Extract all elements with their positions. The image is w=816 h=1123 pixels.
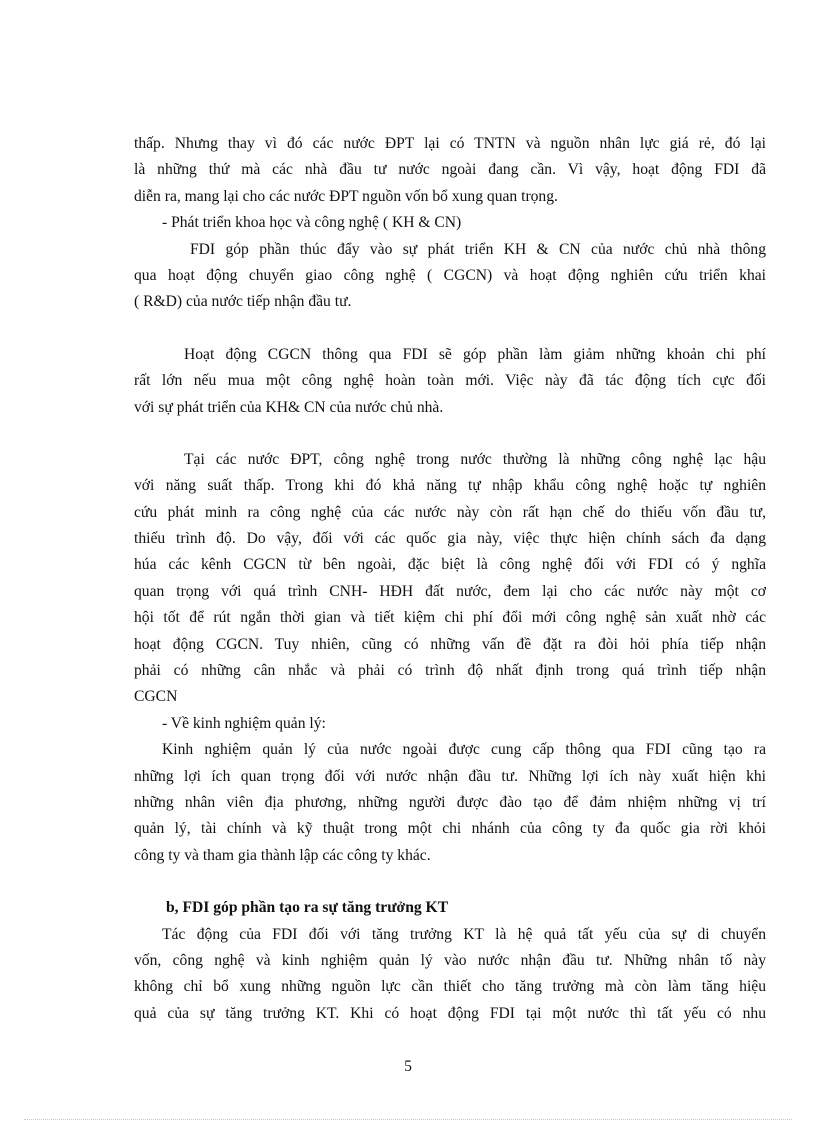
paragraph-continuation [134,131,766,210]
text-line: với sự phát triển của KH& CN của nước chủ nhà. [134,398,444,416]
text-line: - Phát triển khoa học và công nghệ ( KH & CN) [162,214,462,232]
text-line: công ty và tham gia thành lập các công ty khác. [134,846,431,864]
text-line: FDI góp phần thúc đẩy vào sự phát triển KH & CN của nước chủ nhà thông [190,240,766,258]
text-line: quản lý, tài chính và kỹ thuật trong một chi nhánh của công ty đa quốc gia rời khỏi [134,820,766,838]
text-line: thiếu trình độ. Do vậy, đối với các quốc gia này, việc thực hiện chính sách đa dạng [134,530,766,548]
page-body [134,131,766,1027]
text-line: - Về kinh nghiệm quản lý: [162,714,326,732]
text-line: quả của sự tăng trưởng KT. Khi có hoạt động FDI tại một nước thì tất yếu có nhu [134,1004,766,1022]
text-line: qua hoạt động chuyển giao công nghệ ( CGCN) và hoạt động nghiên cứu triển khai [134,266,766,284]
text-line: những nhân viên địa phương, những người được đào tạo để đảm nhiệm những vị trí [134,793,766,811]
paragraph-gap [134,421,766,447]
text-line: hoạt động CGCN. Tuy nhiên, cũng có những vấn đề đặt ra đòi hỏi phía tiếp nhận [134,635,766,653]
text-line: là những thứ mà các nhà đầu tư nước ngoài đang cần. Vì vậy, hoạt động FDI đã [134,161,766,179]
paragraph-gap [134,316,766,342]
text-line: Kinh nghiệm quản lý của nước ngoài được cung cấp thông qua FDI cũng tạo ra [162,741,766,759]
text-line: ( R&D) của nước tiếp nhận đầu tư. [134,293,352,311]
paragraph-developing-countries [134,447,766,711]
text-line: với năng suất thấp. Trong khi đó khả năng tự nhập khẩu công nghệ hoặc tự nghiên [134,477,766,495]
section-heading-growth [134,895,766,921]
paragraph-growth-impact [134,922,766,1028]
bullet-management-experience [134,711,766,737]
paragraph-gap [134,869,766,895]
section-heading: b, FDI góp phần tạo ra sự tăng trưởng KT [166,899,449,917]
text-line: không chỉ bổ xung những nguồn lực cần thiết cho tăng trưởng mà còn làm tăng hiệu [134,978,766,996]
text-line: húa các kênh CGCN từ bên ngoài, đặc biệt là công nghệ đối với FDI có ý nghĩa [134,556,766,574]
text-line: Tại các nước ĐPT, công nghệ trong nước thường là những công nghệ lạc hậu [184,450,766,468]
text-line: hội tốt để rút ngắn thời gian và tiết kiệm chi phí đổi mới công nghệ sản xuất nhờ các [134,609,766,627]
text-line: Tác động của FDI đối với tăng trưởng KT là hệ quả tất yếu của sự di chuyển [162,925,766,943]
paragraph-management-benefits [134,737,766,869]
text-line: CGCN [134,688,178,706]
text-line: Hoạt động CGCN thông qua FDI sẽ góp phần làm giảm những khoản chi phí [184,345,766,363]
text-line: quan trọng với quá trình CNH- HĐH đất nước, đem lại cho các nước này một cơ [134,582,766,600]
text-line: rất lớn nếu mua một công nghệ hoàn toàn mới. Việc này đã tác động tích cực đối [134,372,766,390]
text-line: phải có những cân nhắc và phải có trình độ nhất định trong quá trình tiếp nhận [134,662,766,680]
page-number: 5 [404,1058,412,1075]
text-line: diễn ra, mang lại cho các nước ĐPT nguồn vốn bổ xung quan trọng. [134,187,558,205]
text-line: những lợi ích quan trọng đối với nước nhận đầu tư. Những lợi ích này xuất hiện khi [134,767,766,785]
text-line: thấp. Nhưng thay vì đó các nước ĐPT lại có TNTN và nguồn nhân lực giá rẻ, đó lại [134,135,766,152]
bullet-science-technology [134,210,766,236]
text-line: cứu phát minh ra công nghệ của các nước này còn rất hạn chế do thiếu vốn đầu tư, [134,503,766,521]
text-line: vốn, công nghệ và kinh nghiệm quản lý vào nước nhận đầu tư. Những nhân tố này [134,951,766,969]
page-bottom-rule [24,1119,792,1120]
paragraph-fdi-technology [134,237,766,316]
paragraph-cgcn-costs [134,342,766,421]
